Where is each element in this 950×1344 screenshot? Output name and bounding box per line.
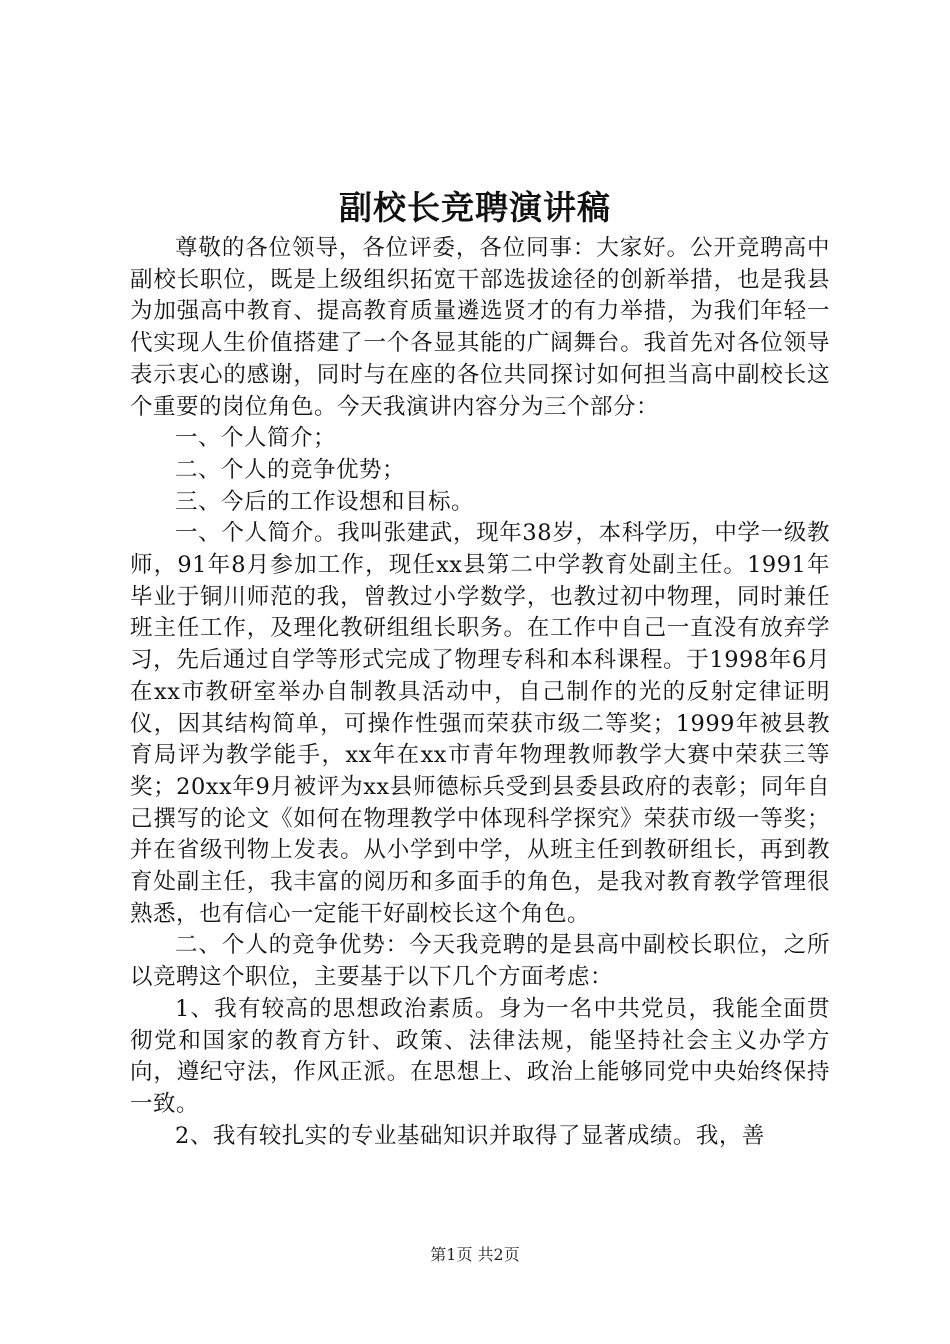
- paragraph-greeting: 尊敬的各位领导，各位评委，各位同事：大家好。公开竞聘高中副校长职位，既是上级组织拓宽干部选拔途径的创新举措，也是我县为加强高中教育、提高教育质量遴选贤才的有力举措，为我们年轻一代实现人生价值搭建了一个各显其能的广阔舞台。我首先对各位领导表示衷心的感谢，同时与在座的各位共同探讨如何担当高中副校长这个重要的岗位角色。今天我演讲内容分为三个部分：: [130, 235, 830, 420]
- paragraph-advantages-heading: 二、个人的竞争优势：今天我竞聘的是县高中副校长职位，之所以竞聘这个职位，主要基于以下几个方面考虑：: [130, 932, 830, 991]
- document-title: 副校长竞聘演讲稿: [339, 188, 611, 227]
- page-footer: 第1页 共2页: [430, 1245, 520, 1264]
- outline-item-2: 二、个人的竞争优势；: [175, 456, 406, 483]
- document-body: [130, 233, 830, 1152]
- paragraph-introduction: 一、个人简介。我叫张建武，现年38岁，本科学历，中学一级教师，91年8月参加工作，现任xx县第二中学教育处副主任。1991年毕业于铜川师范的我，曾教过小学数学，也教过初中物理，同时兼任班主任工作，及理化教研组组长职务。在工作中自己一直没有放弃学习，先后通过自学等形式完成了物理专科和本科课程。于1998年6月在xx市教研室举办自制教具活动中，自己制作的光的反射定律证明仪，因其结构简单，可操作性强而荣获市级二等奖；1999年被县教育局评为教学能手，xx年在xx市青年物理教师教学大赛中荣获三等奖；20xx年9月被评为xx县师德标兵受到县委县政府的表彰；同年自己撰写的论文《如何在物理教学中体现科学探究》荣获市级一等奖；并在省级刊物上发表。从小学到中学，从班主任到教研组长，再到教育处副主任，我丰富的阅历和多面手的角色，是我对教育教学管理很熟悉，也有信心一定能干好副校长这个角色。: [130, 520, 830, 927]
- paragraph-advantage-2: 2、我有较扎实的专业基础知识并取得了显著成绩。我，善: [175, 1122, 765, 1149]
- outline-item-1: 一、个人简介；: [175, 425, 337, 452]
- outline-item-3: 三、今后的工作设想和目标。: [175, 488, 475, 515]
- paragraph-advantage-1: 1、我有较高的思想政治素质。身为一名中共党员，我能全面贯彻党和国家的教育方针、政策、法律法规，能坚持社会主义办学方向，遵纪守法，作风正派。在思想上、政治上能够同党中央始终保持一致。: [130, 995, 830, 1117]
